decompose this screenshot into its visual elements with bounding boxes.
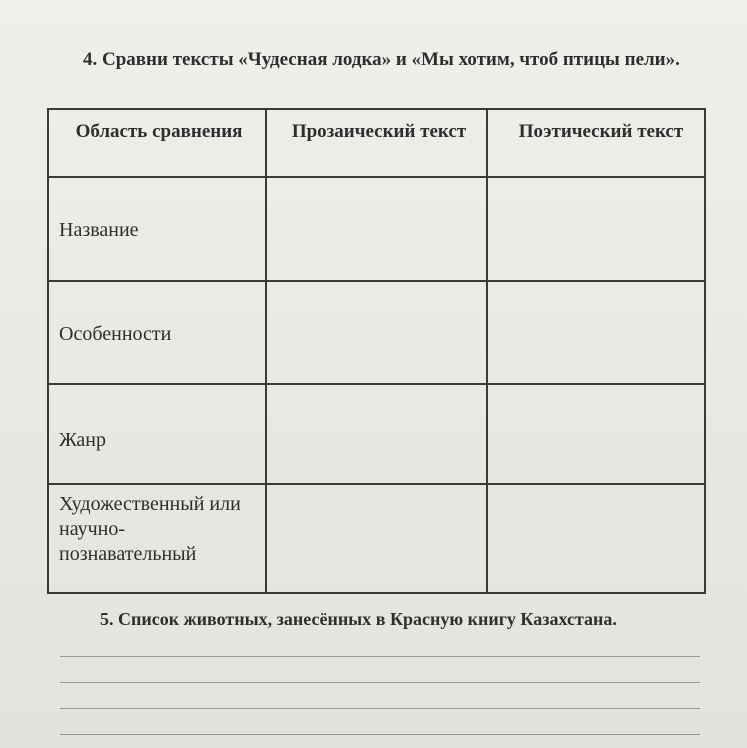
header-prose-text: Прозаический текст: [291, 121, 467, 142]
answer-cell[interactable]: [488, 385, 704, 483]
writing-line[interactable]: [60, 656, 700, 657]
writing-line[interactable]: [60, 682, 700, 683]
row-label-genre: Жанр: [59, 429, 107, 451]
answer-cell[interactable]: [267, 282, 486, 383]
task-4-instruction: 4. Сравни тексты «Чудесная лодка» и «Мы хотим, чтоб птицы пели».: [83, 49, 680, 70]
answer-cell[interactable]: [488, 282, 704, 383]
row-label-features: Особенности: [59, 323, 172, 345]
row-label-fiction-or-science: Художественный или научно-познавательный: [59, 493, 241, 565]
comparison-table: [47, 108, 706, 594]
answer-cell[interactable]: [488, 485, 704, 592]
task-5-instruction: 5. Список животных, занесённых в Красную книгу Казахстана.: [100, 609, 617, 629]
row-label-title: Название: [59, 219, 139, 241]
answer-cell[interactable]: [488, 178, 704, 280]
header-comparison-area: Область сравнения: [75, 121, 243, 142]
writing-line[interactable]: [60, 708, 700, 709]
answer-cell[interactable]: [267, 178, 486, 280]
answer-cell[interactable]: [267, 385, 486, 483]
header-poetic-text: Поэтический текст: [518, 121, 684, 142]
writing-line[interactable]: [60, 734, 700, 735]
answer-cell[interactable]: [267, 485, 486, 592]
